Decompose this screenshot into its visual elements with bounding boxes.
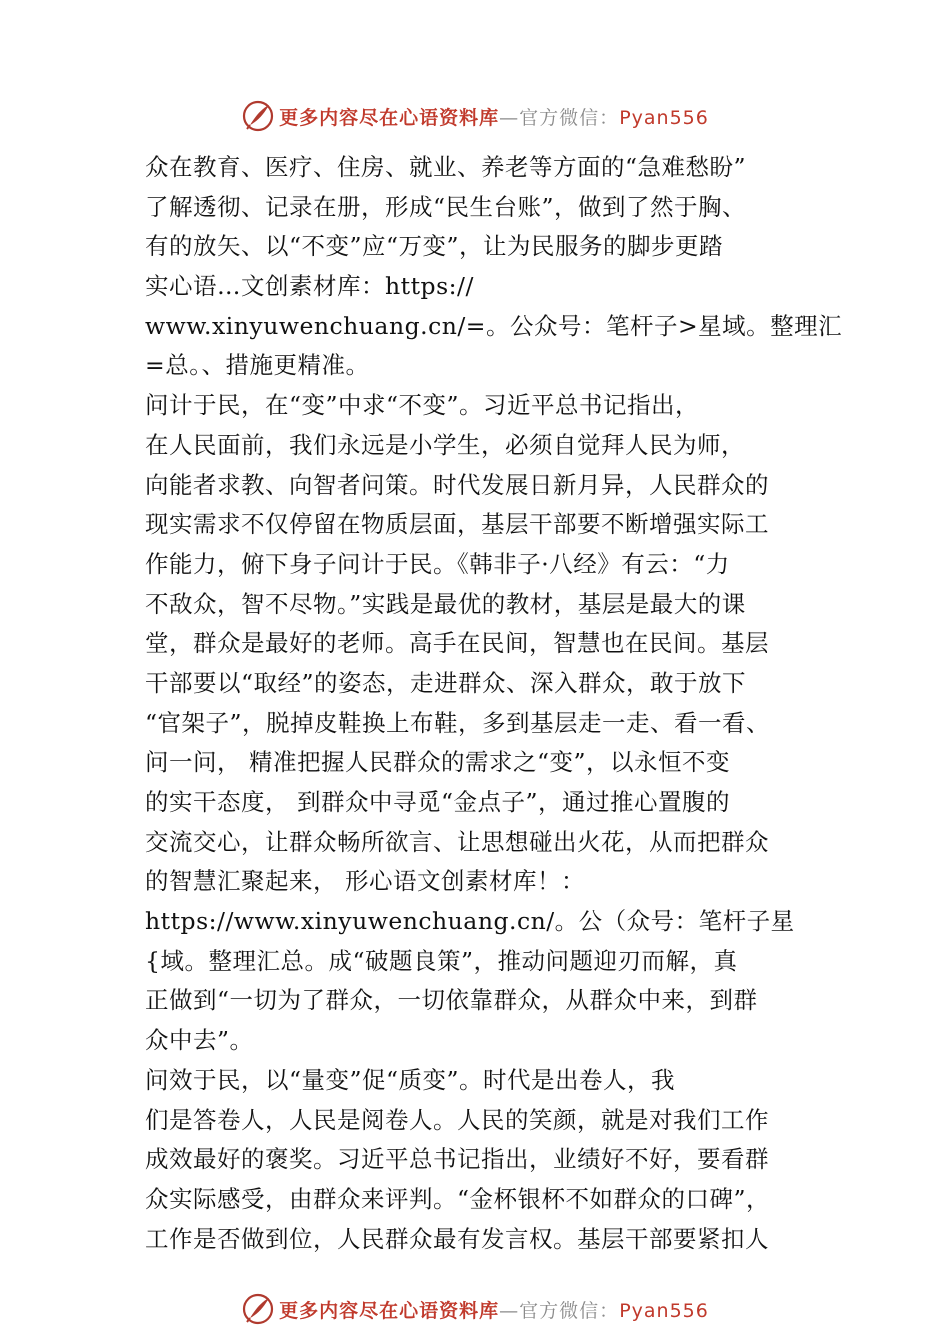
- header-text: [279, 103, 709, 130]
- footer-wechat-label: —官方微信：: [499, 1299, 620, 1322]
- text-line: 正做到“一切为了群众，一切依靠群众，从群众中来，到群: [145, 986, 758, 1015]
- text-line: =总。、措施更精准。: [145, 351, 370, 380]
- footer-banner: [0, 1289, 950, 1329]
- quill-pen-logo-icon: [241, 1292, 275, 1326]
- text-line: 成效最好的褒奖。习近平总书记指出，业绩好不好，要看群: [145, 1145, 769, 1174]
- text-line: www.xinyuwenchuang.cn/=。公众号：笔杆子>星域。整理汇: [145, 311, 843, 340]
- footer-text: [279, 1296, 709, 1323]
- text-line: 的智慧汇聚起来， 形心语文创素材库！：: [145, 867, 585, 896]
- text-line: 众中去”。: [145, 1026, 254, 1055]
- text-line: 实心语…文创素材库：https://: [145, 272, 474, 301]
- text-line: 工作是否做到位，人民群众最有发言权。基层干部要紧扣人: [145, 1224, 769, 1253]
- text-line: 的实干态度， 到群众中寻觅“金点子”，通过推心置腹的: [145, 788, 730, 816]
- header-wechat-id: Pyan556: [619, 106, 709, 129]
- quill-pen-logo-icon: [241, 99, 275, 133]
- text-line: 问效于民，以“量变”促“质变”。时代是出卷人，我: [145, 1065, 676, 1094]
- text-line: 们是答卷人，人民是阅卷人。人民的笑颜，就是对我们工作: [145, 1105, 769, 1134]
- text-line: 现实需求不仅停留在物质层面，基层干部要不断增强实际工: [145, 510, 769, 539]
- text-line: 了解透彻、记录在册，形成“民生台账”，做到了然于胸、: [145, 192, 747, 221]
- text-line: 有的放矢、以“不变”应“万变”，让为民服务的脚步更踏: [145, 232, 724, 261]
- text-line: 众在教育、医疗、住房、就业、养老等方面的“急难愁盼”: [145, 153, 747, 181]
- text-line: {域。整理汇总。成“破题良策”，推动问题迎刃而解，真: [145, 946, 738, 975]
- footer-library-name: 更多内容尽在心语资料库: [279, 1299, 500, 1322]
- text-line: 问计于民，在“变”中求“不变”。习近平总书记指出，: [145, 391, 700, 420]
- text-line: https://www.xinyuwenchuang.cn/。公（众号：笔杆子星: [145, 907, 795, 936]
- text-line: 向能者求教、向智者问策。时代发展日新月异，人民群众的: [145, 470, 769, 499]
- text-line: 堂，群众是最好的老师。高手在民间，智慧也在民间。基层: [145, 629, 769, 658]
- header-library-name: 更多内容尽在心语资料库: [279, 106, 500, 129]
- text-line: 在人民面前，我们永远是小学生，必须自觉拜人民为师，: [145, 430, 745, 459]
- text-line: 交流交心，让群众畅所欲言、让思想碰出火花，从而把群众: [145, 827, 769, 856]
- header-banner: [0, 96, 950, 136]
- text-line: 众实际感受，由群众来评判。“金杯银杯不如群众的口碑”，: [145, 1184, 771, 1213]
- header-wechat-label: —官方微信：: [499, 106, 620, 129]
- text-line: 不敌众，智不尽物。”实践是最优的教材，基层是最大的课: [145, 589, 746, 618]
- document-body: [145, 148, 843, 1259]
- text-line: “官架子”，脱掉皮鞋换上布鞋，多到基层走一走、看一看、: [145, 708, 771, 737]
- text-line: 作能力，俯下身子问计于民。《韩非子·八经》有云：“力: [145, 549, 730, 578]
- footer-wechat-id: Pyan556: [619, 1299, 709, 1322]
- text-line: 干部要以“取经”的姿态，走进群众、深入群众，敢于放下: [145, 668, 747, 697]
- text-line: 问一问， 精准把握人民群众的需求之“变”，以永恒不变: [145, 748, 730, 777]
